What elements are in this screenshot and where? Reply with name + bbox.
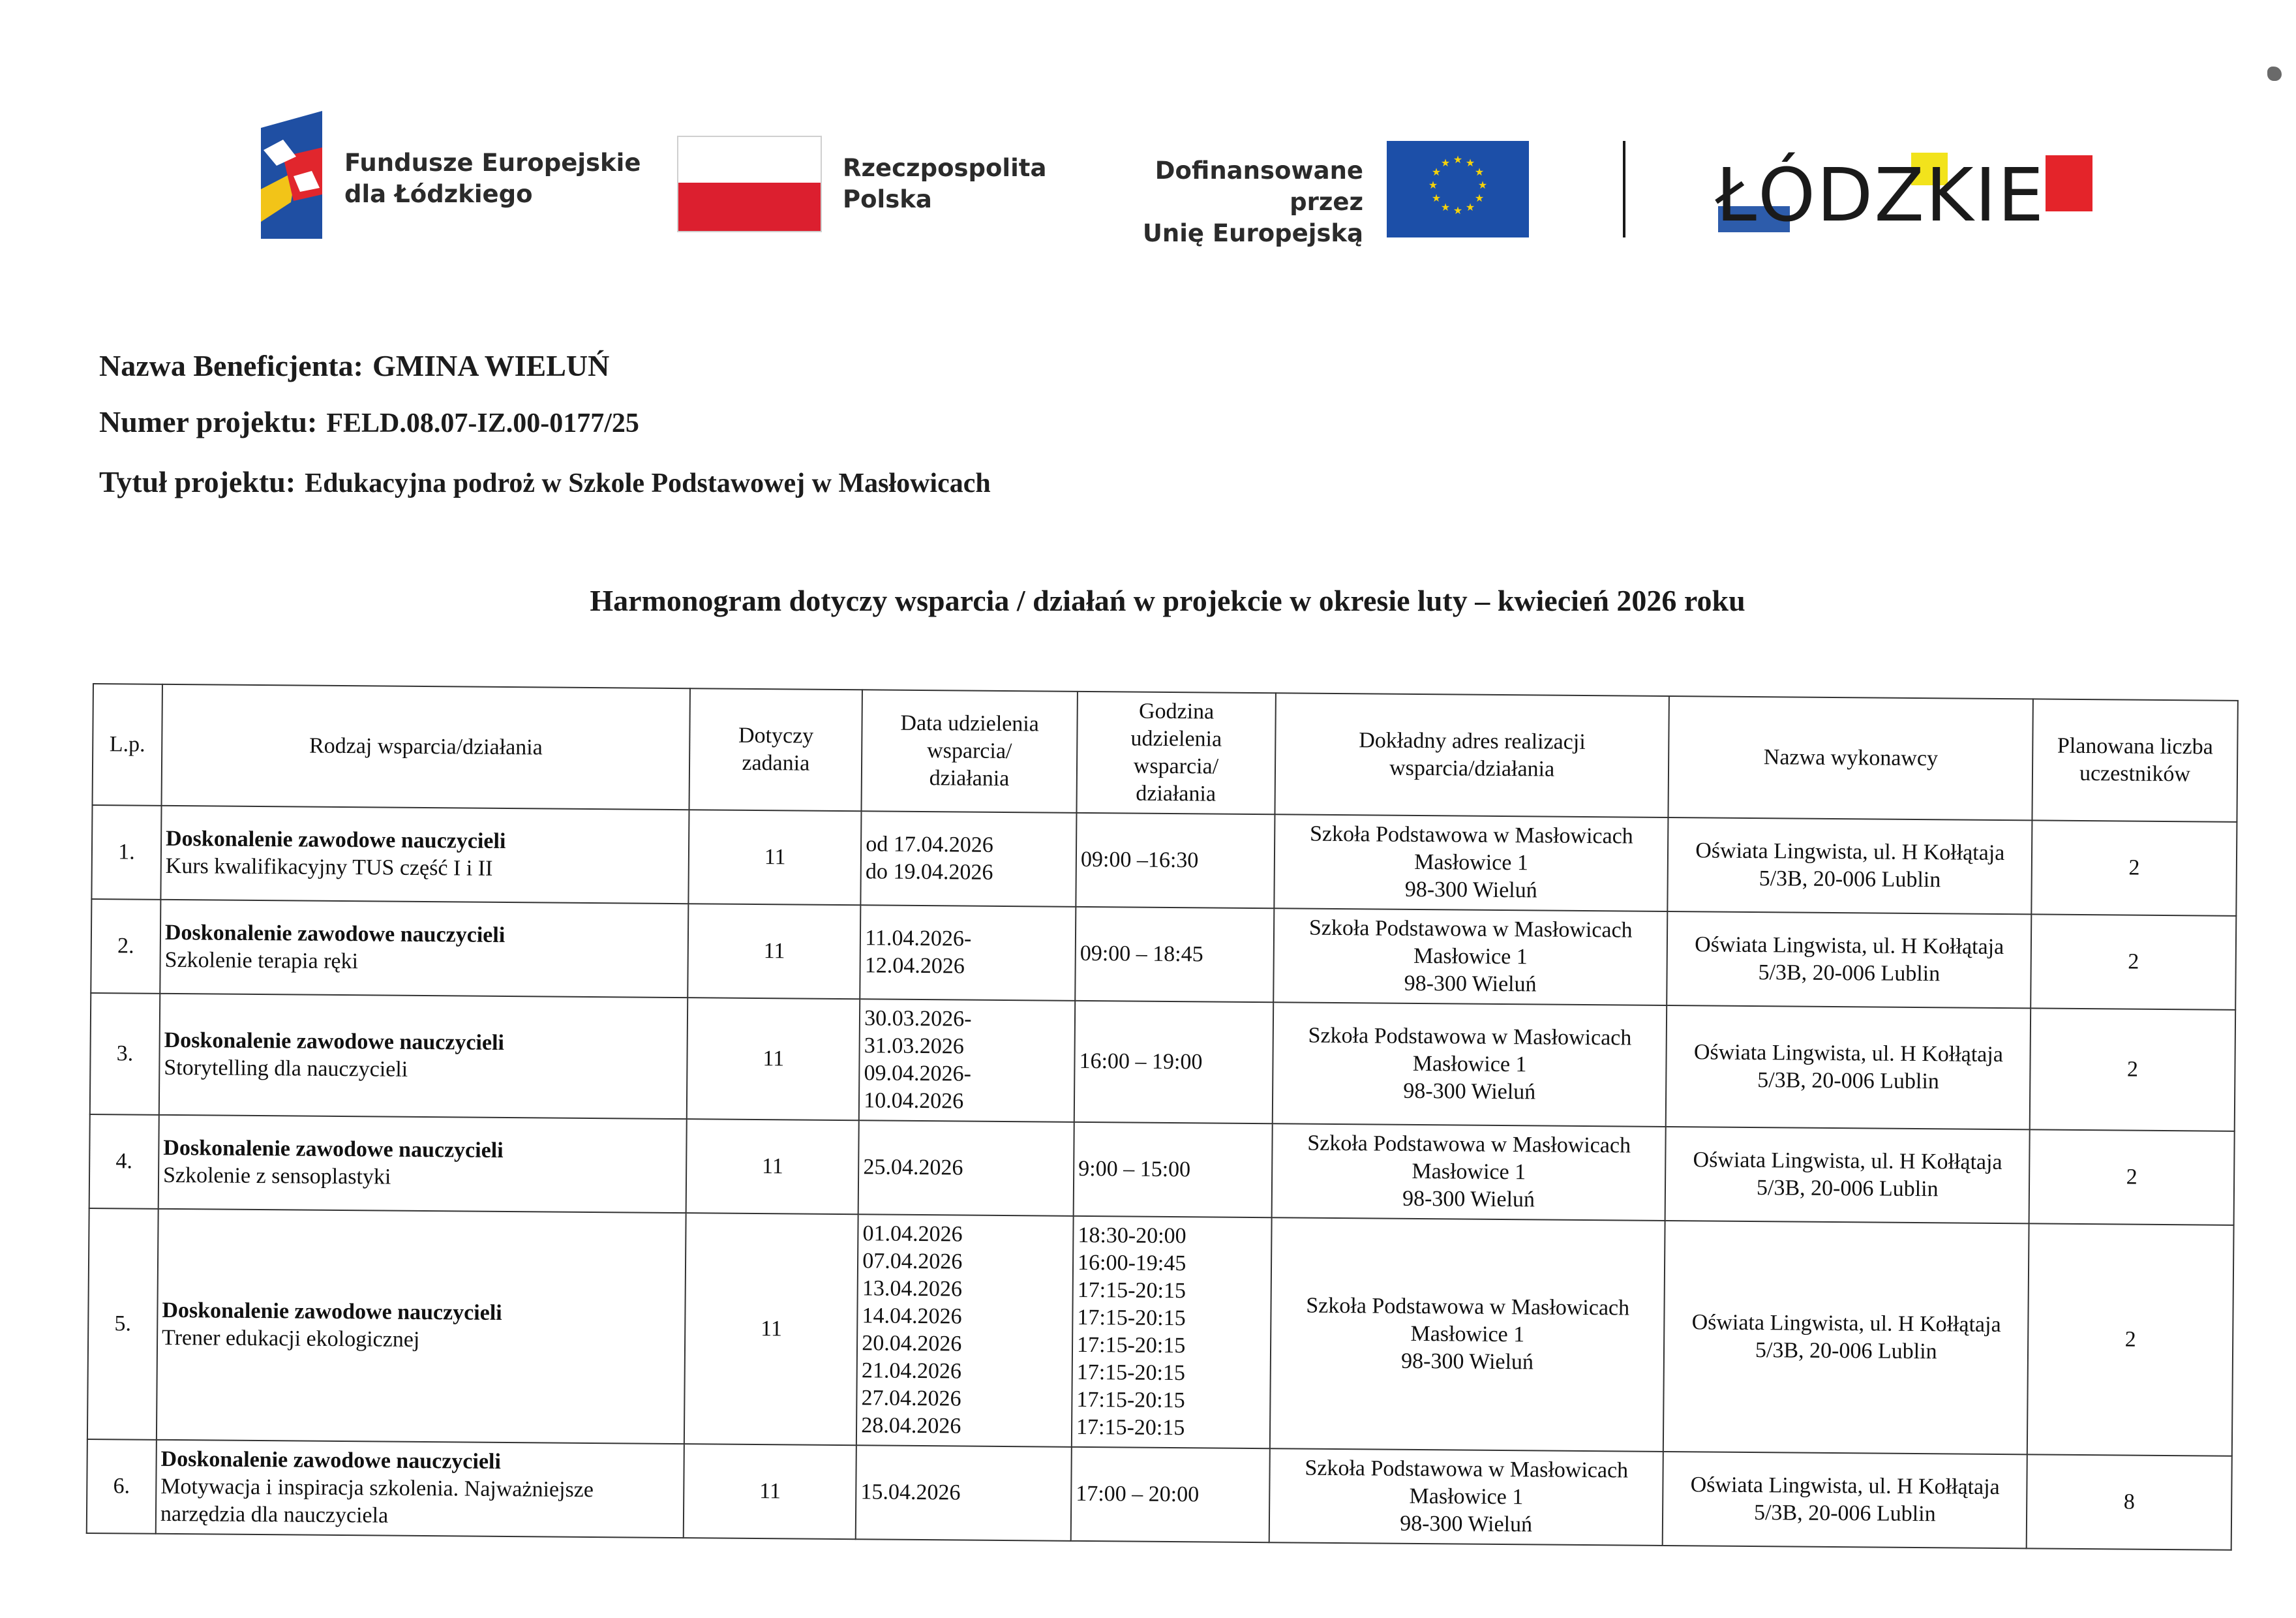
table-row	[87, 1439, 2232, 1550]
cell-type	[156, 1440, 685, 1538]
cell-task: 11	[689, 810, 862, 905]
table-row	[89, 1114, 2235, 1225]
type-line: Storytelling dla nauczycieli	[164, 1055, 408, 1082]
hour-line: 09:00 – 18:45	[1080, 941, 1203, 967]
date-line: 27.04.2026	[861, 1386, 961, 1411]
cell-address	[1270, 1217, 1665, 1452]
project-title-label: Tytuł projektu:	[99, 465, 296, 498]
contractor-line: Oświata Lingwista, ul. H Kołłątaja	[1693, 1040, 2004, 1067]
polish-flag-icon	[677, 136, 822, 232]
cell-date	[861, 811, 1077, 907]
hour-line: 09:00 –16:30	[1080, 847, 1199, 873]
cell-hour	[1074, 1001, 1273, 1123]
cell-contractor	[1663, 1221, 2029, 1454]
address-line: Szkoła Podstawowa w Masłowicach	[1307, 1131, 1631, 1158]
date-line: 28.04.2026	[861, 1413, 961, 1439]
type-heading: Doskonalenie zawodowe nauczycieli	[164, 920, 506, 947]
fe-text-line: Fundusze Europejskie	[344, 149, 641, 177]
cell-type	[159, 1115, 687, 1213]
cell-type	[157, 1209, 686, 1444]
cell-type	[160, 900, 689, 998]
contractor-line: Oświata Lingwista, ul. H Kołłątaja	[1695, 932, 2004, 960]
hour-line: 17:00 – 20:00	[1076, 1481, 1200, 1507]
type-heading: Doskonalenie zawodowe nauczycieli	[163, 1135, 504, 1163]
hour-line: 17:15-20:15	[1076, 1387, 1185, 1413]
header-address-line: Dokładny adres realizacji	[1359, 728, 1586, 754]
header-date-line: wsparcia/	[927, 739, 1012, 764]
cell-hour	[1075, 907, 1274, 1002]
cell-contractor	[1665, 1127, 2030, 1223]
cell-address	[1273, 1002, 1667, 1127]
date-line: 13.04.2026	[862, 1276, 963, 1302]
address-line: Masłowice 1	[1412, 1051, 1527, 1077]
header-address	[1275, 693, 1669, 817]
table-row	[91, 899, 2236, 1010]
address-line: Masłowice 1	[1410, 1321, 1525, 1347]
cell-hour	[1076, 813, 1275, 908]
address-line: Szkoła Podstawowa w Masłowicach	[1306, 1293, 1630, 1320]
date-line: 31.03.2026	[864, 1033, 965, 1059]
cell-participants: 2	[2031, 820, 2237, 915]
table-body	[87, 805, 2237, 1550]
cell-contractor	[1668, 817, 2032, 914]
address-line: 98-300 Wieluń	[1402, 1186, 1535, 1212]
date-line: do 19.04.2026	[865, 859, 993, 885]
cell-type	[159, 994, 688, 1119]
scan-mark	[2267, 67, 2282, 81]
table-row	[91, 805, 2237, 916]
svg-text:★: ★	[1428, 179, 1438, 191]
project-title-value: Edukacyjna podroż w Szkole Podstawowej w Masłowicach	[305, 468, 991, 498]
svg-text:★: ★	[1453, 153, 1463, 166]
cell-hour	[1074, 1122, 1273, 1217]
project-number-line	[99, 404, 639, 439]
header-participants	[2032, 699, 2238, 821]
lodzkie-logo	[1715, 151, 2094, 236]
cell-date	[860, 905, 1076, 1001]
type-line: Kurs kwalifikacyjny TUS część I i II	[165, 853, 493, 881]
beneficiary-line	[99, 348, 609, 383]
type-line: Trener edukacji ekologicznej	[161, 1325, 420, 1352]
cell-lp: 1.	[91, 805, 161, 900]
cell-task: 11	[684, 1444, 856, 1539]
cell-address	[1271, 1123, 1666, 1221]
cell-address	[1274, 814, 1669, 911]
hour-line: 17:15-20:15	[1076, 1414, 1185, 1441]
hour-line: 17:15-20:15	[1077, 1277, 1186, 1304]
header-type: Rodzaj wsparcia/działania	[161, 684, 690, 810]
cell-contractor	[1663, 1452, 2027, 1548]
cell-contractor	[1667, 911, 2032, 1008]
svg-text:★: ★	[1474, 166, 1485, 178]
cell-participants: 2	[2027, 1223, 2234, 1456]
cell-contractor	[1666, 1005, 2031, 1129]
header-address-line: wsparcia/działania	[1389, 756, 1555, 782]
hour-line: 9:00 – 15:00	[1078, 1156, 1191, 1182]
project-number-label: Numer projektu:	[99, 405, 318, 438]
header-hour-line: działania	[1136, 781, 1216, 806]
svg-text:★: ★	[1440, 201, 1451, 213]
header-participants-line: Planowana liczba	[2057, 733, 2213, 759]
cell-hour	[1072, 1216, 1272, 1448]
date-line: 11.04.2026-	[865, 926, 972, 951]
svg-text:★: ★	[1431, 166, 1442, 178]
cell-task: 11	[686, 1119, 859, 1214]
eu-text-line: Dofinansowane przez	[1155, 157, 1363, 216]
svg-text:★: ★	[1465, 157, 1475, 169]
svg-text:★: ★	[1431, 192, 1442, 204]
header-contractor: Nazwa wykonawcy	[1669, 696, 2033, 820]
address-line: 98-300 Wieluń	[1404, 971, 1537, 997]
contractor-line: 5/3B, 20-006 Lublin	[1757, 1068, 1940, 1094]
header-task-line: zadania	[742, 750, 810, 776]
header-date-line: Data udzielenia	[900, 710, 1040, 737]
cell-type	[160, 806, 689, 904]
date-line: 10.04.2026	[864, 1088, 964, 1114]
address-line: Szkoła Podstawowa w Masłowicach	[1308, 1023, 1632, 1050]
fundusze-europejskie-logo-icon	[257, 111, 325, 239]
logo-bar	[0, 0, 2296, 261]
eu-text-line: Unię Europejską	[1142, 219, 1363, 247]
date-line: 21.04.2026	[861, 1358, 962, 1384]
table-row	[90, 993, 2235, 1131]
cell-date	[856, 1214, 1074, 1447]
cell-address	[1269, 1448, 1664, 1546]
hour-line: 17:15-20:15	[1077, 1305, 1186, 1331]
header-task	[689, 688, 862, 811]
cell-participants: 2	[2029, 1129, 2235, 1225]
type-heading: Doskonalenie zawodowe nauczycieli	[164, 1028, 505, 1055]
cell-lp: 3.	[90, 993, 160, 1115]
cell-task: 11	[684, 1213, 858, 1445]
date-line: 01.04.2026	[862, 1221, 963, 1247]
address-line: 98-300 Wieluń	[1403, 1078, 1536, 1105]
type-line: narzędzia dla nauczyciela	[160, 1501, 389, 1528]
cell-lp: 2.	[91, 899, 160, 994]
project-number-value: FELD.08.07-IZ.00-0177/25	[326, 408, 639, 438]
header-hour-line: udzielenia	[1130, 726, 1222, 752]
cell-task: 11	[688, 904, 861, 999]
date-line: 07.04.2026	[862, 1249, 963, 1274]
contractor-line: 5/3B, 20-006 Lublin	[1753, 1501, 1936, 1527]
contractor-line: Oświata Lingwista, ul. H Kołłątaja	[1691, 1310, 2001, 1337]
address-line: Szkoła Podstawowa w Masłowicach	[1308, 915, 1633, 943]
address-line: Masłowice 1	[1413, 943, 1528, 969]
hour-line: 17:15-20:15	[1076, 1360, 1186, 1386]
cell-date	[858, 1120, 1074, 1216]
cell-hour	[1071, 1447, 1270, 1542]
date-line: 09.04.2026-	[864, 1061, 972, 1086]
header-task-line: Dotyczy	[738, 723, 814, 748]
header-hour-line: wsparcia/	[1133, 754, 1219, 779]
pl-text-line: Polska	[843, 185, 932, 213]
fundusze-europejskie-text	[344, 147, 641, 210]
address-line: Masłowice 1	[1409, 1484, 1524, 1510]
cell-participants: 8	[2027, 1454, 2232, 1549]
address-line: Szkoła Podstawowa w Masłowicach	[1305, 1456, 1629, 1483]
type-heading: Doskonalenie zawodowe nauczycieli	[162, 1298, 502, 1325]
type-heading: Doskonalenie zawodowe nauczycieli	[165, 826, 506, 853]
hour-line: 18:30-20:00	[1078, 1223, 1186, 1249]
date-line: 12.04.2026	[864, 953, 965, 979]
project-title-line	[99, 465, 991, 499]
header-hour-line: Godzina	[1138, 699, 1215, 724]
table-row	[87, 1208, 2234, 1456]
contractor-line: 5/3B, 20-006 Lublin	[1759, 866, 1941, 893]
cell-address	[1273, 908, 1668, 1005]
cell-task: 11	[687, 998, 860, 1120]
header-date	[862, 690, 1078, 813]
cell-date	[856, 1445, 1072, 1541]
date-line: 30.03.2026-	[864, 1006, 972, 1031]
cell-participants: 2	[2031, 914, 2236, 1009]
date-line: 20.04.2026	[862, 1331, 962, 1356]
date-line: od 17.04.2026	[866, 832, 993, 857]
svg-text:★: ★	[1440, 157, 1451, 169]
contractor-line: Oświata Lingwista, ul. H Kołłątaja	[1690, 1473, 2000, 1499]
date-line: 25.04.2026	[863, 1155, 963, 1180]
contractor-line: 5/3B, 20-006 Lublin	[1756, 1176, 1939, 1202]
beneficiary-label: Nazwa Beneficjenta:	[99, 349, 363, 382]
eu-flag-icon	[1387, 141, 1529, 237]
header-participants-line: uczestników	[2079, 761, 2191, 787]
contractor-line: 5/3B, 20-006 Lublin	[1755, 1338, 1937, 1364]
address-line: 98-300 Wieluń	[1400, 1511, 1533, 1537]
lodzkie-red-block	[2046, 155, 2092, 211]
cell-participants: 2	[2030, 1008, 2235, 1131]
header-lp: L.p.	[93, 684, 162, 806]
cell-date	[859, 999, 1075, 1122]
cell-lp: 6.	[87, 1439, 157, 1534]
cell-lp: 5.	[87, 1208, 159, 1440]
hour-line: 17:15-20:15	[1076, 1332, 1186, 1358]
lodzkie-wordmark: ŁÓDZKIE	[1715, 153, 2046, 238]
header-hour	[1077, 692, 1276, 814]
logo-divider	[1623, 141, 1625, 237]
svg-text:★: ★	[1453, 204, 1463, 217]
beneficiary-value: GMINA WIELUŃ	[372, 349, 610, 382]
hour-line: 16:00-19:45	[1077, 1250, 1186, 1276]
type-heading: Doskonalenie zawodowe nauczycieli	[160, 1446, 502, 1474]
svg-text:★: ★	[1465, 201, 1475, 213]
contractor-line: 5/3B, 20-006 Lublin	[1758, 960, 1941, 986]
rzeczpospolita-polska-text	[843, 153, 1046, 215]
type-line: Motywacja i inspiracja szkolenia. Najważniejsze	[160, 1474, 594, 1503]
type-line: Szkolenie z sensoplastyki	[162, 1163, 391, 1189]
address-line: Masłowice 1	[1414, 849, 1529, 876]
cell-lp: 4.	[89, 1114, 159, 1209]
hour-line: 16:00 – 19:00	[1079, 1048, 1203, 1075]
pl-text-line: Rzeczpospolita	[843, 154, 1047, 182]
contractor-line: Oświata Lingwista, ul. H Kołłątaja	[1693, 1148, 2002, 1175]
address-line: Szkoła Podstawowa w Masłowicach	[1309, 821, 1633, 849]
address-line: 98-300 Wieluń	[1404, 877, 1537, 903]
address-line: 98-300 Wieluń	[1400, 1349, 1534, 1375]
date-line: 15.04.2026	[860, 1480, 961, 1505]
contractor-line: Oświata Lingwista, ul. H Kołłątaja	[1695, 838, 2005, 866]
table-header-row	[93, 684, 2238, 822]
eu-cofinanced-text	[1089, 155, 1363, 249]
address-line: Masłowice 1	[1412, 1159, 1526, 1185]
date-line: 14.04.2026	[862, 1304, 962, 1329]
type-line: Szkolenie terapia ręki	[164, 947, 359, 974]
svg-text:★: ★	[1474, 192, 1485, 204]
fe-text-line: dla Łódzkiego	[344, 180, 533, 208]
svg-text:★: ★	[1477, 179, 1488, 191]
schedule-table	[86, 683, 2239, 1551]
header-date-line: działania	[929, 766, 1010, 791]
schedule-heading: Harmonogram dotyczy wsparcia / działań w projekcie w okresie luty – kwiecień 2026 roku	[590, 584, 1745, 617]
